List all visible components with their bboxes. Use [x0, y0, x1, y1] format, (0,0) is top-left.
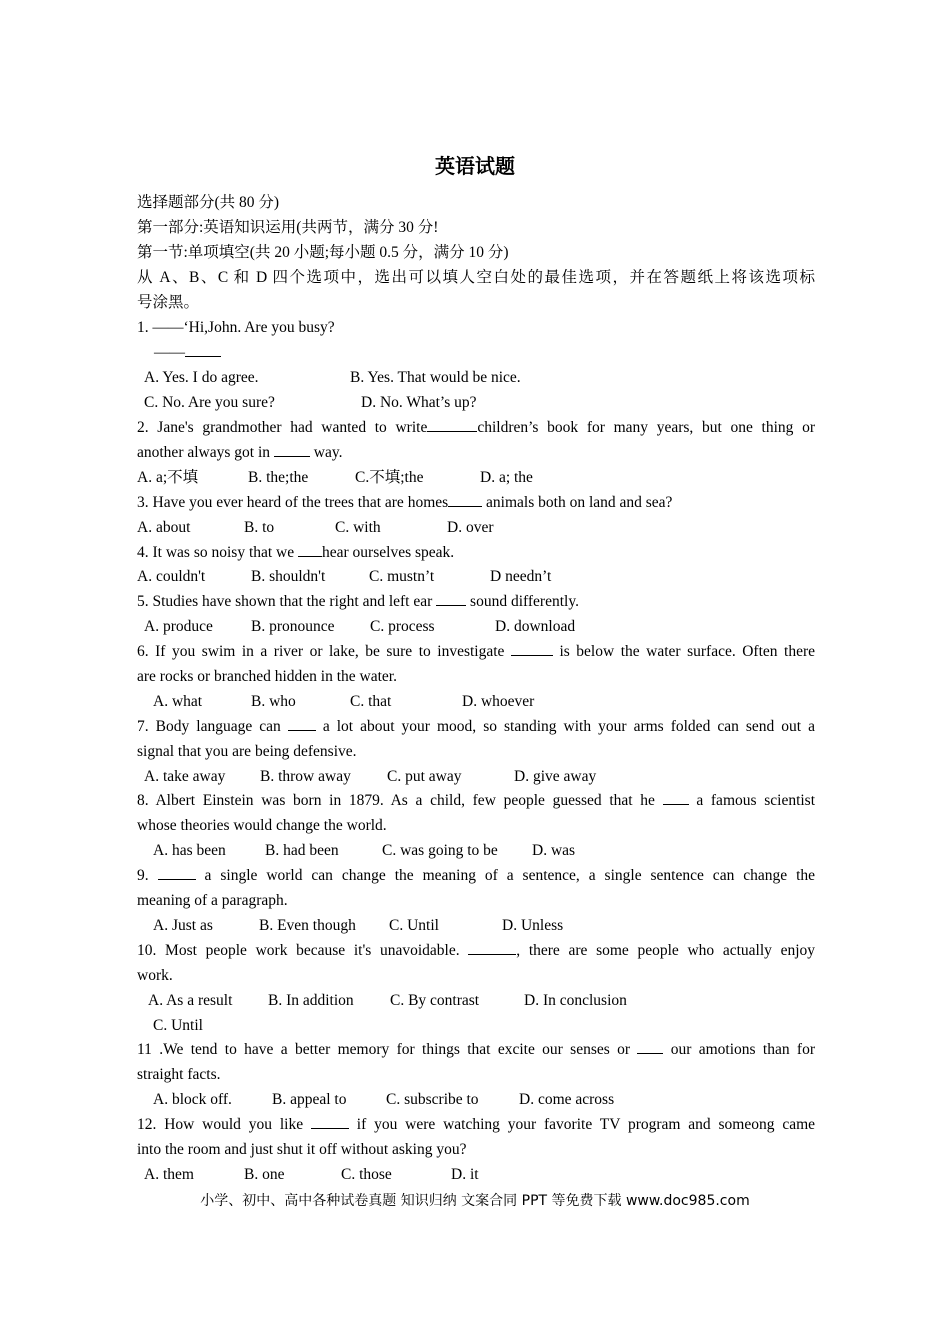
instruction-line-2: 号涂黑。 — [137, 294, 200, 311]
part-heading: 第一部分:英语知识运用(共两节，满分 30 分! — [137, 219, 439, 236]
option-c: C. put away — [387, 768, 462, 785]
option-b: B. who — [251, 693, 296, 710]
option-a: A. Yes. I do agree. — [144, 369, 259, 386]
option-a: A. block off. — [153, 1091, 232, 1108]
answer-blank — [288, 716, 316, 731]
option-a: A. about — [137, 519, 191, 536]
option-d: D. it — [451, 1166, 479, 1183]
instruction-line-1: 从 A、B、C 和 D 四个选项中，选出可以填人空白处的最佳选项，并在答题纸上将该选项标 — [137, 269, 815, 286]
answer-blank — [448, 492, 482, 507]
option-b: B. Even though — [259, 917, 356, 934]
option-d: D. over — [447, 519, 494, 536]
subsection-heading: 第一节:单项填空(共 20 小题;每小题 0.5 分，满分 10 分) — [137, 244, 509, 261]
answer-blank — [468, 940, 516, 955]
answer-blank — [436, 591, 466, 606]
option-c: C. subscribe to — [386, 1091, 479, 1108]
option-a: A. what — [153, 693, 203, 710]
question-8-text-2: whose theories would change the world. — [137, 817, 387, 834]
answer-blank — [663, 790, 689, 805]
answer-blank — [185, 342, 221, 357]
option-b: B. appeal to — [272, 1091, 347, 1108]
question-5-text: 5. Studies have shown that the right and left ear sound differently. — [137, 593, 579, 610]
option-c: C. with — [335, 519, 381, 536]
option-a: A. As a result — [148, 992, 233, 1009]
option-a: A. couldn't — [137, 568, 206, 585]
page-footer: 小学、初中、高中各种试卷真题 知识归纳 文案合同 PPT 等免费下载 www.doc985.com — [200, 1193, 750, 1209]
question-10-extra-option: C. Until — [153, 1017, 203, 1034]
option-b: B. pronounce — [251, 618, 335, 635]
question-10-text: 10. Most people work because it's unavoidable. , there are some people who actually enjoy — [137, 942, 816, 959]
question-1-text: 1. ——‘Hi,John. Are you busy? — [137, 319, 335, 336]
option-d: D. No. What’s up? — [361, 394, 477, 411]
question-3-text: 3. Have you ever heard of the trees that are homes animals both on land and sea? — [137, 494, 673, 511]
option-b: B. the;the — [248, 469, 309, 486]
option-b: B. Yes. That would be nice. — [350, 369, 521, 386]
option-d: D. Unless — [502, 917, 564, 934]
question-11-text: 11 .We tend to have a better memory for things that excite our senses or our amotions than for — [137, 1041, 816, 1058]
option-c: C. that — [350, 693, 392, 710]
answer-blank — [637, 1039, 663, 1054]
answer-blank — [298, 542, 322, 557]
option-a: A. take away — [144, 768, 226, 785]
page-title: 英语试题 — [435, 154, 515, 178]
option-b: B. throw away — [260, 768, 351, 785]
question-8-text: 8. Albert Einstein was born in 1879. As a child, few people guessed that he a famous scientist — [137, 792, 816, 809]
option-a: A. has been — [153, 842, 226, 859]
option-c: C. process — [370, 618, 435, 635]
question-9-text: 9. a single world can change the meaning of a sentence, a single sentence can change the — [137, 867, 816, 884]
option-c: C. No. Are you sure? — [144, 394, 275, 411]
question-1-reply: —— — [154, 341, 832, 366]
option-c: C. those — [341, 1166, 392, 1183]
option-a: A. Just as — [153, 917, 213, 934]
option-d: D. was — [532, 842, 576, 859]
question-4-text: 4. It was so noisy that we hear ourselves speak. — [137, 544, 455, 561]
question-2-text: 2. Jane's grandmother had wanted to write children’s book for many years, but one thing or — [137, 419, 815, 436]
option-b: B. had been — [265, 842, 339, 859]
option-d: D. whoever — [462, 693, 535, 710]
option-c: C. mustn’t — [369, 568, 435, 585]
question-10-text-2: work. — [137, 967, 173, 984]
option-d: D needn’t — [490, 568, 552, 585]
option-c: C. By contrast — [390, 992, 480, 1009]
option-b: B. In addition — [268, 992, 354, 1009]
question-12-text-2: into the room and just shut it off without asking you? — [137, 1141, 467, 1158]
question-6-text-2: are rocks or branched hidden in the water. — [137, 668, 397, 685]
option-d: D. come across — [519, 1091, 615, 1108]
question-9-text-2: meaning of a paragraph. — [137, 892, 288, 909]
option-a: A. a;不填 — [137, 469, 199, 486]
option-d: D. In conclusion — [524, 992, 627, 1009]
answer-blank — [311, 1114, 349, 1129]
option-c: C. Until — [389, 917, 439, 934]
option-b: B. one — [244, 1166, 285, 1183]
question-12-text: 12. How would you like if you were watching your favorite TV program and someong came — [137, 1116, 816, 1133]
answer-blank — [427, 417, 477, 432]
option-d: D. give away — [514, 768, 597, 785]
option-b: B. shouldn't — [251, 568, 326, 585]
option-d: D. download — [495, 618, 576, 635]
option-c: C.不填;the — [355, 469, 424, 486]
answer-blank — [158, 865, 196, 880]
option-c: C. was going to be — [382, 842, 498, 859]
question-11-text-2: straight facts. — [137, 1066, 221, 1083]
question-7-text: 7. Body language can a lot about your mood, so standing with your arms folded can send out a — [137, 718, 816, 735]
option-b: B. to — [244, 519, 275, 536]
question-2-text-2: another always got in way. — [137, 444, 343, 461]
option-a: A. them — [144, 1166, 194, 1183]
option-a: A. produce — [144, 618, 213, 635]
answer-blank — [274, 442, 310, 457]
answer-blank — [511, 641, 553, 656]
question-7-text-2: signal that you are being defensive. — [137, 743, 357, 760]
option-d: D. a; the — [480, 469, 533, 486]
section-heading: 选择题部分(共 80 分) — [137, 194, 280, 211]
question-6-text: 6. If you swim in a river or lake, be sure to investigate is below the water surface. Often there — [137, 643, 816, 660]
